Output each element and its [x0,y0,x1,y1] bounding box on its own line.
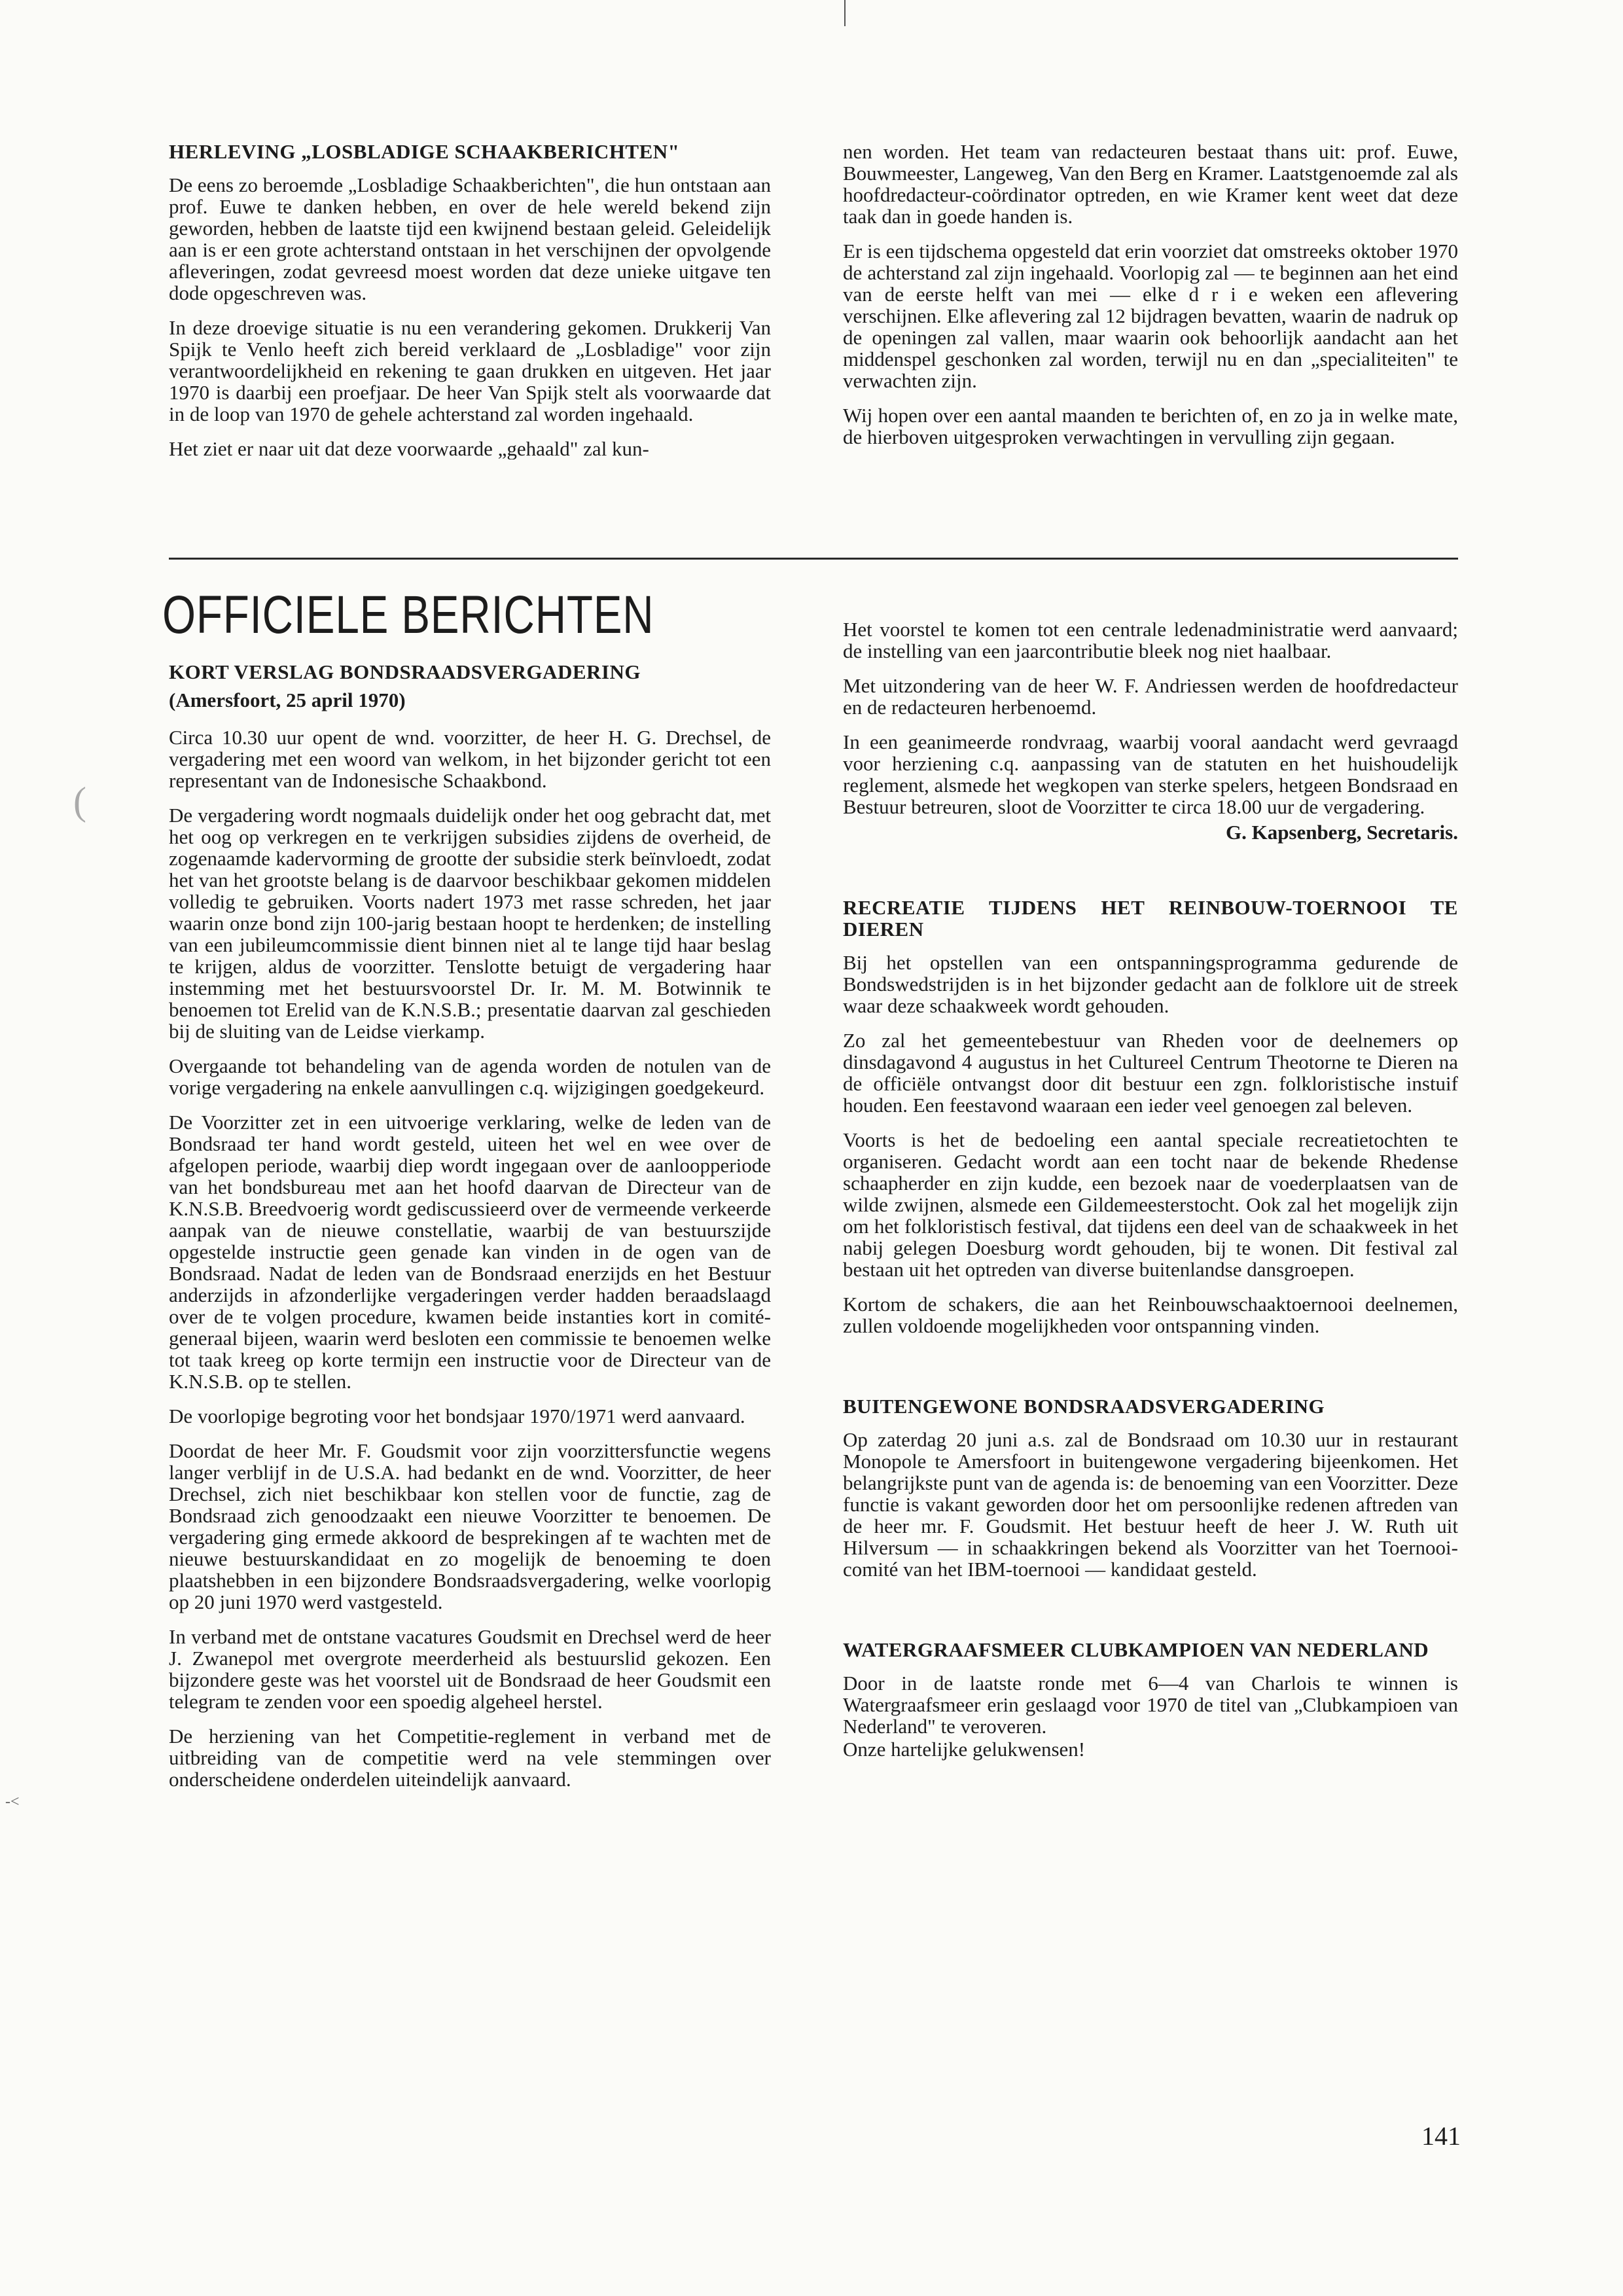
watergraafsmeer-heading: WATERGRAAFSMEER CLUBKAMPIOEN VAN NEDERLAND [843,1638,1429,1661]
article-herleving-continuation-text: nen worden. Het team van redacteuren bestaat thans uit: prof. Euwe, Bouwmeester, Langeweg, Van den Berg en Kramer. Laatstgenoemde zal als hoofdredacteur-coördinator optreden, en wie Kramer kent weet dat deze taak dan in goede handen is. [843,141,1458,227]
watergraafsmeer-paragraph: Onze hartelijke gelukwensen! [843,1738,1086,1761]
kort-verslag-paragraph: Overgaande tot behandeling van de agenda worden de notulen van de vorige vergadering na enkele aanvullingen c.q. wijzigingen goedgekeurd. [169,1054,771,1099]
article-herleving-paragraph: De eens zo beroemde „Losbladige Schaakberichten", die hun ontstaan aan prof. Euwe te danken hebben, en over de hele wereld bekend zijn geworden, hebben de laatste tijd een kwijnend bestaan geleid. Geleidelijk aan is er een grote achterstand ontstaan in het verschijnen der opvolgende afleveringen, zodat gevreesd moest worden dat deze unieke uitgave ten dode opgeschreven was. [169,173,771,304]
page-number: 141 [1421,2121,1461,2151]
recreatie-paragraph: Voorts is het de bedoeling een aantal speciale recreatietochten te organiseren. Gedacht wordt aan een tocht naar de bekende Rhedense schaapherder en zijn kudde, een bezoek naar de voederplaatsen van de wilde zwijnen, alsmede een Gildemeesterstocht. Ook zal het mogelijk zijn om het folkloristisch festival, dat tijdens een deel van de schaakweek in het nabij gelegen Doesburg wordt gehouden, bij te wonen. Dit festival zal bestaan uit het optreden van diverse buitenlandse dansgroepen. [843,1128,1458,1281]
article-herleving-paragraph: Wij hopen over een aantal maanden te berichten of, en zo ja in welke mate, de hierboven uitgesproken verwachtingen in vervulling zijn gegaan. [843,404,1458,448]
article-herleving-right-column [843,141,1458,461]
article-herleving-paragraph-continued [843,141,1458,227]
kort-verslag-paragraph: Het voorstel te komen tot een centrale ledenadministratie werd aanvaard; de instelling van een jaarcontributie bleek nog niet haalbaar. [843,618,1458,662]
article-herleving-paragraph: Er is een tijdschema opgesteld dat erin voorziet dat omstreeks oktober 1970 de achterstand zal zijn ingehaald. Voorlopig zal — te beginnen aan het eind van de eerste helft van mei — elke d r i e weken een aflevering verschijnen. Elke aflevering zal 12 bijdragen bevatten, waarin de nadruk op de openingen zal vallen, maar waarin ook behoorlijk aandacht aan het middenspel geschonken zal worden, terwijl nu en dan „specialiteiten" te verwachten zijn. [843,240,1458,392]
recreatie-heading: RECREATIE TIJDENS HET REINBOUW-TOERNOOI TE DIEREN [843,896,1458,941]
spacer [843,1593,1458,1639]
kort-verslag-paragraph: De Voorzitter zet in een uitvoerige verklaring, welke de leden van de Bondsraad ter hand wordt gesteld, uiteen het wel en wee over de afgelopen periode, waarbij diep wordt ingegaan over de aanloopperiode van het bondsbureau met aan het hoofd daarvan de Directeur van de K.N.S.B. Breedvoerig wordt gediscussieerd over de vermeende verkeerde aanpak van de nieuwe constellatie, waarbij de van bestuurszijde opgestelde instructie geen genade kan vinden in de ogen van de Bondsraad. Nadat de leden van de Bondsraad enerzijds en het Bestuur anderzijds in afzonderlijke vergaderingen verder hadden beraadslaagd over de te volgen procedure, kwamen beide instanties kort in comité-generaal bijeen, waarin werd besloten een commissie te benoemen welke tot taak kreeg op korte termijn een instructie voor de Directeur van de K.N.S.B. op te stellen. [169,1111,771,1393]
kort-verslag-paragraph: Circa 10.30 uur opent de wnd. voorzitter, de heer H. G. Drechsel, de vergadering met een woord van welkom, in het bijzonder gericht tot een representant van de Indonesische Schaakbond. [169,726,771,792]
kort-verslag-paragraph: In verband met de ontstane vacatures Goudsmit en Drechsel werd de heer J. Zwanepol met overgrote meerderheid als bestuurslid gekozen. Een bijzondere geste was het voorstel uit de Bondsraad de heer Goudsmit een telegram te zenden voor een spoedig algeheel herstel. [169,1625,771,1713]
officiele-right-column [843,619,1458,1773]
recreatie-paragraph: Zo zal het gemeentebestuur van Rheden voor de deelnemers op dinsdagavond 4 augustus in het Cultureel Centrum Theotorne te Dieren na de officiële ontvangst door dit bestuur een zgn. folkloristische instuif houden. Een feestavond waaraan een ieder veel genoegen zal beleven. [843,1029,1458,1117]
watergraafsmeer-paragraph: Door in de laatste ronde met 6—4 van Charlois te winnen is Watergraafsmeer erin geslaagd voor 1970 de titel van „Clubkampioen van Nederland" te veroveren. [843,1672,1458,1738]
spacer [843,856,1458,897]
margin-tick-mark: -< [5,1793,20,1810]
kort-verslag-paragraph: Doordat de heer Mr. F. Goudsmit voor zijn voorzittersfunctie wegens langer verblijf in de U.S.A. had bedankt en de wnd. Voorzitter, de heer Drechsel, zich niet beschikbaar kon stellen voor de functie, zag de Bondsraad zich genoodzaakt een nieuwe Voorzitter te benoemen. De vergadering ging ermede akkoord de besprekingen af te wachten met de nieuwe bestuurskandidaat en zo mogelijk de benoeming te doen plaatshebben in een bijzondere Bondsraadsvergadering, welke voorlopig op 20 juni 1970 werd vastgesteld. [169,1439,771,1613]
article-herleving-heading: HERLEVING „LOSBLADIGE SCHAAKBERICHTEN" [169,140,680,163]
section-divider-rule [169,558,1458,560]
officiele-berichten-title: OFFICIELE BERICHTEN [162,585,654,645]
kort-verslag-paragraph: De vergadering wordt nogmaals duidelijk onder het oog gebracht dat, met het oog op verkregen en te verkrijgen subsidies zijdens de overheid, de zogenaamde kadervorming de grootte der subsidie sterk beïnvloedt, zodat het van het grootste belang is de daarvoor beschikbaar gekomen middelen volledig te gebruiken. Voorts nadert 1973 met rasse schreden, het jaar waarin onze bond zijn 100-jarig bestaan hoopt te herdenken; de instelling van een jubileumcommissie dient binnen niet al te lange tijd haar beslag te krijgen, aldus de voorzitter. Tenslotte betuigt de vergadering haar instemming met het bestuursvoorstel Dr. Ir. M. M. Botwinnik te benoemen tot Erelid van de K.N.S.B.; presentatie daarvan zal geschieden bij de sluiting van de Leidse vierkamp. [169,804,771,1043]
kort-verslag-heading: KORT VERSLAG BONDSRAADSVERGADERING [169,660,641,683]
recreatie-paragraph: Kortom de schakers, die aan het Reinbouwschaaktoernooi deelnemen, zullen voldoende mogelijkheden voor ontspanning vinden. [843,1293,1458,1337]
scan-top-mark [844,0,846,26]
recreatie-paragraph: Bij het opstellen van een ontspanningsprogramma gedurende de Bondswedstrijden is in het bijzonder gedacht aan de folklore uit de streek waar deze schaakweek wordt gehouden. [843,951,1458,1017]
article-herleving-paragraph: In deze droevige situatie is nu een verandering gekomen. Drukkerij Van Spijk te Venlo heeft zich bereid verklaard de „Losbladige" voor zijn verantwoordelijkheid en rekening te gaan drukken en uitgeven. Het jaar 1970 is daarbij een proefjaar. De heer Van Spijk stelt als voorwaarde dat in de loop van 1970 de gehele achterstand zal worden ingehaald. [169,316,771,425]
kort-verslag-paragraph: In een geanimeerde rondvraag, waarbij vooral aandacht werd gevraagd voor herziening c.q. aanpassing van de statuten en het huishoudelijk reglement, alsmede het wegkopen van sterke spelers, hetgeen Bondsraad en Bestuur betreuren, sloot de Voorzitter te circa 18.00 uur de vergadering. [843,730,1458,818]
spacer [843,1350,1458,1395]
kort-verslag-paragraph: Met uitzondering van de heer W. F. Andriessen werden de hoofdredacteur en de redacteuren herbenoemd. [843,674,1458,719]
buitengewone-heading: BUITENGEWONE BONDSRAADSVERGADERING [843,1395,1325,1418]
kort-verslag-paragraph: De voorlopige begroting voor het bondsjaar 1970/1971 werd aanvaard. [169,1405,745,1427]
kort-verslag-subheading: (Amersfoort, 25 april 1970) [169,689,406,711]
officiele-left-column [169,661,771,1803]
secretary-signature: G. Kapsenberg, Secretaris. [1225,821,1458,844]
margin-bracket-mark: ( [73,780,86,823]
article-herleving-paragraph: Het ziet er naar uit dat deze voorwaarde „gehaald" zal kun- [169,438,649,459]
article-herleving-left-column [169,141,771,459]
buitengewone-paragraph: Op zaterdag 20 juni a.s. zal de Bondsraad om 10.30 uur in restaurant Monopole te Amersfoort in buitengewone vergadering bijeenkomen. Het belangrijkste punt van de agenda is: de benoeming van een Voorzitter. Deze functie is vakant geworden door het om persoonlijke redenen aftreden van de heer mr. F. Goudsmit. Het bestuur heeft de heer J. W. Ruth uit Hilversum — in schaakkringen bekend als Voorzitter van het Toernooi-comité van het IBM-toernooi — kandidaat gesteld. [843,1428,1458,1581]
kort-verslag-paragraph: De herziening van het Competitie-reglement in verband met de uitbreiding van de competitie werd na vele stemmingen over onderscheidene onderdelen uiteindelijk aanvaard. [169,1725,771,1791]
